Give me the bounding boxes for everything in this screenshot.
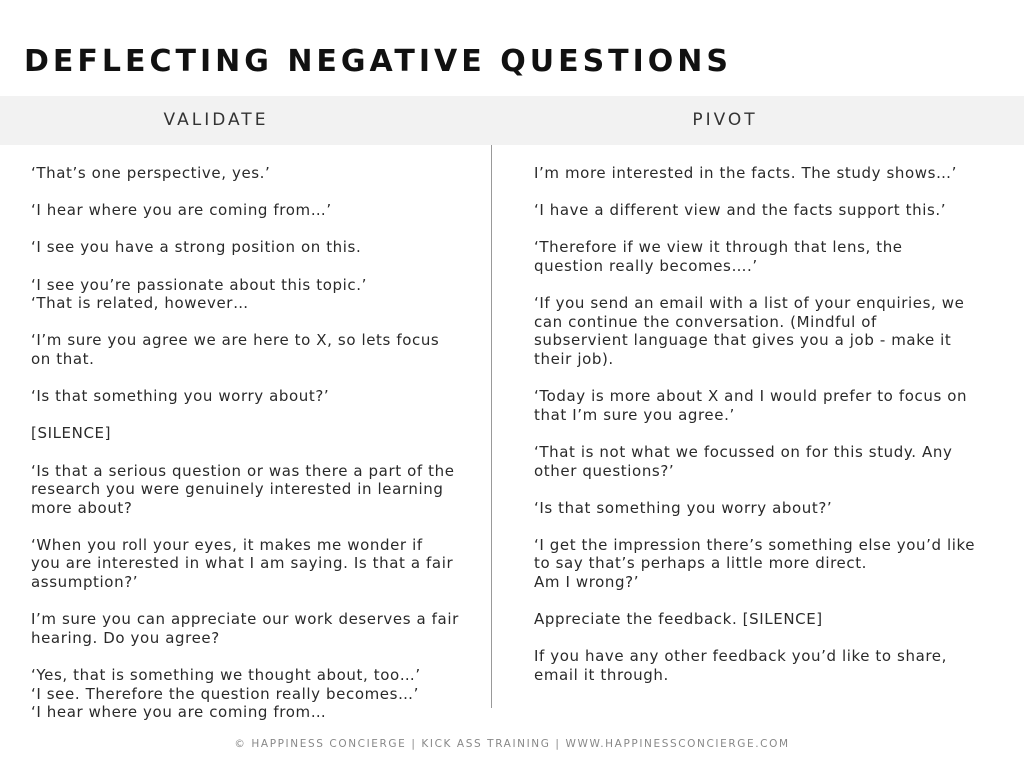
validate-phrase-line: [SILENCE] [31,424,112,443]
pivot-phrase-line: their job). [534,349,614,368]
validate-phrase [31,462,483,518]
validate-phrase-line: ‘Yes, that is something we thought about, too…’ [31,666,421,685]
validate-phrase [31,276,483,313]
pivot-phrase [534,238,1004,275]
validate-phrase-line: ‘Is that something you worry about?’ [31,387,330,406]
pivot-phrase-line: Appreciate the feedback. [SILENCE] [534,610,823,629]
pivot-phrase-line: that I’m sure you agree.’ [534,405,735,424]
pivot-phrase-line: question really becomes….’ [534,256,758,275]
validate-phrase-line: ‘That’s one perspective, yes.’ [31,164,271,182]
validate-phrase [31,424,483,443]
pivot-phrase-line: to say that’s perhaps a little more direct. [534,554,868,573]
pivot-phrase [534,499,1004,518]
pivot-phrase [534,201,1004,220]
validate-phrase-line: ‘When you roll your eyes, it makes me wonder if [31,535,423,554]
pivot-heading: PIVOT [692,110,758,130]
validate-phrase [31,331,483,368]
pivot-phrase-line: ‘That is not what we focussed on for this study. Any [534,442,953,461]
validate-phrase [31,387,483,406]
validate-phrase-line: more about? [31,498,133,517]
validate-phrase-line: you are interested in what I am saying. Is that a fair [31,554,454,573]
pivot-phrase [534,647,1004,684]
pivot-phrase-line: ‘If you send an email with a list of your enquiries, we [534,294,965,313]
pivot-phrase-line: ‘Is that something you worry about?’ [534,498,833,517]
pivot-column [534,164,1004,703]
pivot-phrase-line: ‘Today is more about X and I would prefer to focus on [534,387,968,406]
pivot-phrase [534,294,1004,368]
pivot-phrase-line: other questions?’ [534,461,675,480]
validate-phrase-line: ‘I hear where you are coming from…’ [31,201,332,220]
pivot-phrase-line: email it through. [534,666,669,685]
validate-phrase-line: ‘I see. Therefore the question really becomes…’ [31,684,420,703]
validate-phrase [31,238,483,257]
validate-phrase-line: ‘I see you have a strong position on this. [31,238,362,257]
pivot-phrase [534,443,1004,480]
pivot-phrase [534,164,1004,183]
validate-phrase [31,536,483,592]
validate-phrase-line: hearing. Do you agree? [31,628,220,647]
pivot-phrase [534,610,1004,629]
validate-phrase-line: assumption?’ [31,573,139,592]
column-divider [491,145,492,708]
pivot-phrase-line: ‘I have a different view and the facts support this.’ [534,201,947,220]
pivot-phrase [534,536,1004,592]
validate-phrase-line: I’m sure you can appreciate our work deserves a fair [31,610,459,629]
pivot-phrase-line: Am I wrong?’ [534,573,640,592]
pivot-phrase [534,387,1004,424]
validate-phrase [31,164,483,183]
validate-phrase-line: on that. [31,349,95,368]
validate-phrase [31,201,483,220]
validate-column [31,164,483,740]
validate-phrase [31,610,483,647]
pivot-phrase-line: subservient language that gives you a job - make it [534,331,952,350]
validate-phrase-line: ‘That is related, however… [31,294,249,313]
pivot-phrase-line: If you have any other feedback you’d like to share, [534,647,947,666]
validate-phrase-line: research you were genuinely interested in learning [31,480,444,499]
validate-heading: VALIDATE [163,110,269,130]
validate-phrase-line: ‘I’m sure you agree we are here to X, so lets focus [31,331,440,350]
pivot-phrase-line: ‘I get the impression there’s something else you’d like [534,535,976,554]
validate-phrase-line: ‘I see you’re passionate about this topic.’ [31,275,367,294]
column-header-band [0,96,1024,145]
footer-credit: © HAPPINESS CONCIERGE | KICK ASS TRAINING | WWW.HAPPINESSCONCIERGE.COM [234,738,790,750]
validate-phrase [31,666,483,722]
page-title: DEFLECTING NEGATIVE QUESTIONS [24,44,733,79]
pivot-phrase-line: can continue the conversation. (Mindful of [534,312,877,331]
pivot-phrase-line: ‘Therefore if we view it through that lens, the [534,238,903,257]
pivot-phrase-line: I’m more interested in the facts. The study shows…’ [534,164,958,182]
validate-phrase-line: ‘I hear where you are coming from… [31,703,327,722]
validate-phrase-line: ‘Is that a serious question or was there a part of the [31,461,455,480]
